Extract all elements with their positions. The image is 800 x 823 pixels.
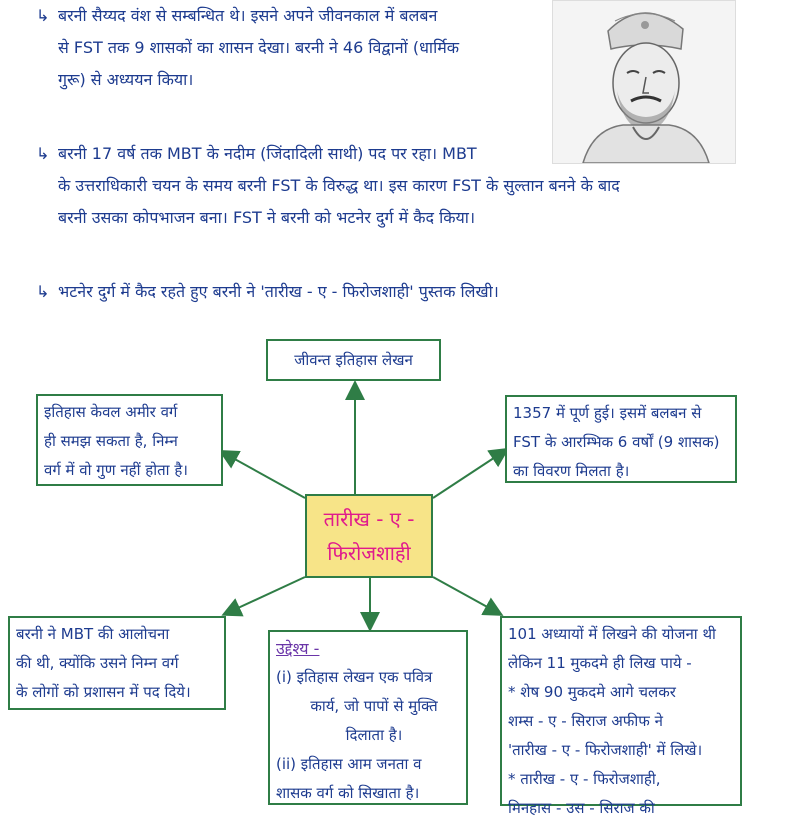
node-text: का विवरण मिलता है। bbox=[513, 462, 630, 480]
bullet-arrow-icon: ↳ bbox=[36, 6, 50, 25]
node-text: मिनहास - उस - सिराज की bbox=[508, 799, 655, 817]
mindmap-node-bottom-left bbox=[8, 616, 226, 710]
mindmap-center-node bbox=[305, 494, 433, 578]
paragraph-bhatner-fort bbox=[36, 276, 756, 308]
node-text: की थी, क्योंकि उसने निम्न वर्ग bbox=[16, 654, 179, 672]
mindmap-node-left bbox=[36, 394, 223, 486]
node-text: (ii) इतिहास आम जनता व bbox=[276, 755, 422, 773]
paragraph-line: ↳ बरनी 17 वर्ष तक MBT के नदीम (जिंदादिली साथी) पद पर रहा। MBT bbox=[36, 138, 756, 170]
node-text: दिलाता है। bbox=[345, 726, 403, 744]
arrow-to-bottom-right bbox=[433, 577, 500, 614]
node-text: लेकिन 11 मुकदमे ही लिख पाये - bbox=[508, 654, 692, 672]
node-text: वर्ग में वो गुण नहीं होता है। bbox=[44, 461, 188, 479]
node-text: शासक वर्ग को सिखाता है। bbox=[276, 784, 420, 802]
paragraph-line: गुरू) से अध्ययन किया। bbox=[58, 70, 194, 89]
paragraph-line: ↳ बरनी सैय्यद वंश से सम्बन्धित थे। इसने अपने जीवनकाल में बलबन bbox=[36, 0, 556, 32]
node-text: 'तारीख - ए - फिरोजशाही' में लिखे। bbox=[508, 741, 703, 759]
paragraph-line: बरनी उसका कोपभाजन बना। FST ने बरनी को भटनेर दुर्ग में कैद किया। bbox=[58, 208, 476, 227]
node-text: इतिहास केवल अमीर वर्ग bbox=[44, 403, 178, 421]
bullet-arrow-icon: ↳ bbox=[36, 282, 50, 301]
paragraph-line: ↳ भटनेर दुर्ग में कैद रहते हुए बरनी ने 'तारीख - ए - फिरोजशाही' पुस्तक लिखी। bbox=[36, 276, 756, 308]
node-text: 101 अध्यायों में लिखने की योजना थी bbox=[508, 625, 716, 643]
objective-heading: उद्देश्य - bbox=[276, 639, 320, 658]
mindmap-node-top bbox=[266, 339, 441, 381]
node-text: * शेष 90 मुकदमे आगे चलकर bbox=[508, 683, 676, 701]
node-text: * तारीख - ए - फिरोजशाही, bbox=[508, 770, 661, 788]
center-title-line: फिरोजशाही bbox=[327, 541, 411, 565]
mindmap-node-bottom-center bbox=[268, 630, 468, 805]
node-text: (i) इतिहास लेखन एक पवित्र bbox=[276, 668, 433, 686]
arrow-to-right bbox=[433, 450, 506, 498]
node-text: के लोगों को प्रशासन में पद दिये। bbox=[16, 683, 191, 701]
node-text: ही समझ सकता है, निम्न bbox=[44, 432, 178, 450]
node-text: 1357 में पूर्ण हुई। इसमें बलबन से bbox=[513, 404, 702, 422]
paragraph-line: के उत्तराधिकारी चयन के समय बरनी FST के विरुद्ध था। इस कारण FST के सुल्तान बनने के बाद bbox=[58, 176, 620, 195]
mindmap-node-right bbox=[505, 395, 737, 483]
paragraph-barani-nadim bbox=[36, 138, 756, 234]
node-text: FST के आरम्भिक 6 वर्षों (9 शासक) bbox=[513, 433, 720, 451]
node-text: जीवन्त इतिहास लेखन bbox=[294, 351, 413, 369]
paragraph-line: से FST तक 9 शासकों का शासन देखा। बरनी ने 46 विद्वानों (धार्मिक bbox=[58, 38, 460, 57]
mindmap-node-bottom-right bbox=[500, 616, 742, 817]
node-text: शम्स - ए - सिराज अफीफ ने bbox=[508, 712, 663, 730]
node-text: बरनी ने MBT की आलोचना bbox=[16, 625, 170, 643]
center-title-line: तारीख - ए - bbox=[323, 507, 415, 531]
arrow-to-left bbox=[222, 452, 305, 498]
bullet-arrow-icon: ↳ bbox=[36, 144, 50, 163]
paragraph-barani-lineage bbox=[36, 0, 556, 96]
arrow-to-bottom-left bbox=[225, 577, 305, 614]
node-text: कार्य, जो पापों से मुक्ति bbox=[310, 697, 438, 715]
